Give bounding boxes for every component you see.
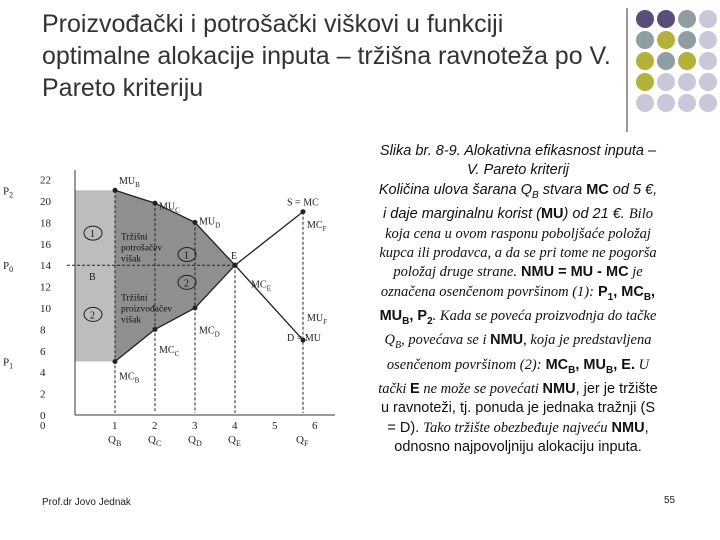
x-tick-label: 2	[152, 420, 158, 432]
point-label: $MC_E$	[251, 279, 271, 293]
point-label-sub: E	[266, 284, 271, 293]
region-label: Tržišni	[121, 293, 148, 304]
decorative-dot	[699, 52, 717, 70]
price-label: $P_0$	[3, 260, 14, 275]
supply-point	[233, 263, 238, 268]
region-label: proizvođačev	[121, 304, 173, 315]
caption-sub: 2	[427, 315, 433, 327]
y-tick-label: 10	[40, 303, 51, 315]
quantity-label: $Q_D$	[188, 434, 202, 448]
caption-sub: B	[402, 315, 410, 327]
demand-point	[113, 188, 118, 193]
decorative-dot	[678, 73, 696, 91]
demand-point	[153, 201, 158, 206]
caption-bold: , MU	[379, 283, 656, 325]
price-label-sub: 0	[9, 265, 14, 275]
decorative-dot	[657, 73, 675, 91]
caption-bold: , MU	[575, 356, 606, 373]
caption-sub: B	[395, 340, 402, 352]
decorative-dots	[634, 8, 720, 132]
point-label-sub: F	[322, 224, 327, 233]
caption-text: ne može se povećati	[419, 380, 543, 397]
caption-sub: B	[643, 291, 652, 303]
point-label-sub: C	[175, 206, 180, 215]
region-label: Tržišni	[121, 232, 148, 243]
caption-text: Tako tržište obezbeđuje najveću	[423, 419, 608, 436]
region-label: višak	[121, 254, 142, 265]
caption-text: U tački	[378, 356, 650, 397]
region-label: višak	[121, 315, 142, 326]
caption-bold: NMU	[607, 419, 645, 436]
caption-bold: NMU	[490, 332, 524, 349]
y-tick-label: 12	[40, 281, 51, 294]
caption-bold: MC	[541, 356, 569, 373]
point-label: $MU_B$	[119, 175, 140, 189]
y-tick-label: 16	[40, 238, 51, 251]
quantity-label: $Q_C$	[148, 434, 162, 448]
x-tick-label: 3	[192, 420, 198, 432]
decorative-dot	[699, 31, 717, 49]
price-label: $P_2$	[3, 185, 14, 200]
caption-bold: MU	[540, 206, 564, 223]
supply-point	[301, 209, 306, 214]
region-label: potrošačev	[121, 243, 163, 254]
point-label-sub: F	[323, 317, 328, 326]
x-tick-label: 5	[272, 420, 278, 432]
decorative-dot	[699, 73, 717, 91]
quantity-label: $Q_E$	[228, 434, 241, 448]
decorative-dot	[636, 52, 654, 70]
point-label: $MC_F$	[307, 219, 327, 233]
y-tick-label: 0	[40, 410, 46, 422]
quantity-label-sub: E	[235, 439, 241, 448]
circle-number: 2	[184, 278, 189, 290]
decorative-dot	[678, 94, 696, 112]
caption-bold: , P	[409, 308, 428, 325]
decorative-dot	[678, 10, 696, 28]
caption-text: ) od 21 €.	[563, 206, 629, 223]
caption-sub: 1	[607, 291, 614, 303]
quantity-label-sub: D	[195, 439, 202, 448]
caption-bold: P	[593, 283, 608, 300]
supply-point	[193, 306, 198, 311]
point-label-sub: B	[135, 180, 140, 189]
point-label: B	[89, 272, 96, 284]
figure-caption	[376, 142, 660, 458]
caption-text: , povećava se i	[401, 332, 491, 349]
decorative-dot	[678, 31, 696, 49]
decorative-dot	[699, 94, 717, 112]
quantity-label-sub: C	[155, 439, 162, 448]
quantity-label: $Q_B$	[108, 434, 122, 448]
caption-bold: , MC	[613, 283, 644, 300]
caption-text: , jer je tržište u ravnoteži, tj. ponuda je jednaka tražnji (S = D).	[380, 380, 658, 436]
title-divider	[626, 8, 628, 132]
caption-text: od 5 €, i daje marginalnu korist (	[383, 181, 658, 223]
supply-point	[153, 327, 158, 332]
decorative-dot	[657, 31, 675, 49]
chart	[0, 170, 380, 490]
caption-bold: MC	[586, 181, 609, 198]
page-number: 55	[664, 495, 676, 506]
caption-text: . Kada se poveća proizvodnja do tačke Q	[384, 308, 657, 349]
point-label-sub: D	[214, 330, 220, 339]
point-label: S = MC	[287, 197, 319, 209]
point-label-sub: D	[215, 221, 221, 230]
y-tick-label: 20	[40, 196, 51, 208]
circle-number: 1	[90, 229, 95, 241]
y-tick-label: 8	[40, 324, 46, 337]
caption-text: , koja je predstavljena osenčenom površinom (2):	[386, 332, 652, 373]
caption-bold: E	[410, 380, 420, 397]
decorative-dot	[678, 52, 696, 70]
price-label-sub: 2	[9, 190, 14, 200]
decorative-dot	[699, 10, 717, 28]
decorative-dot	[657, 52, 675, 70]
caption-text: , odnosno najpovoljniju alokaciju inputa.	[394, 419, 649, 456]
supply-point	[113, 359, 118, 364]
footer-author: Prof.dr Jovo Jednak	[42, 497, 131, 508]
point-label: E	[231, 250, 238, 262]
point-label: $MC_C$	[159, 344, 180, 358]
origin-label: 0	[40, 420, 46, 432]
quantity-label-sub: B	[115, 439, 122, 448]
y-tick-label: 6	[40, 345, 46, 358]
x-tick-label: 6	[312, 420, 318, 432]
decorative-dot	[636, 10, 654, 28]
caption-text: Bilo koja cena u ovom rasponu poboljšaće položaj kupca ili prodavca, a da se pri tome ne pogorša položaj druge strane.	[379, 206, 657, 281]
price-label: $P_1$	[3, 356, 14, 371]
demand-point	[193, 220, 198, 225]
chart-svg	[0, 170, 380, 490]
caption-bold: , E.	[613, 356, 635, 373]
point-label-sub: B	[134, 376, 140, 385]
decorative-dot	[636, 31, 654, 49]
x-tick-label: 4	[232, 420, 238, 432]
x-tick-label: 1	[112, 420, 118, 432]
slide-title: Proizvođački i potrošački viškovi u funkciji optimalne alokacije inputa – tržišna ravnoteža po V. Pareto kriteriju	[42, 10, 611, 102]
caption-bold: NMU	[542, 380, 576, 397]
y-tick-label: 2	[40, 388, 46, 401]
decorative-dot	[636, 73, 654, 91]
decorative-dot	[657, 10, 675, 28]
y-tick-label: 18	[40, 217, 51, 230]
caption-sub: B	[532, 189, 539, 201]
circle-number: 2	[90, 310, 95, 322]
y-tick-label: 22	[40, 174, 51, 187]
y-tick-label: 4	[40, 367, 46, 380]
caption-text: Količina ulova šarana Q	[378, 181, 532, 198]
caption-sub: B	[605, 364, 614, 376]
caption-sub: B	[568, 364, 576, 376]
point-label: D = MU	[287, 333, 321, 345]
point-label: $MU_F$	[307, 312, 328, 326]
caption-heading: Slika br. 8-9. Alokativna efikasnost inputa – V. Pareto kriterij	[379, 143, 657, 179]
caption-text: je označena osenčenom površinom (1):	[380, 264, 643, 300]
point-label: $MC_B$	[119, 371, 140, 385]
decorative-dot	[636, 94, 654, 112]
circle-number: 1	[184, 250, 189, 262]
caption-bold: NMU = MU - MC	[517, 264, 629, 281]
point-label: $MU_D$	[199, 216, 221, 230]
caption-text: stvara	[538, 181, 587, 198]
decorative-dot	[657, 94, 675, 112]
point-label-sub: C	[174, 349, 180, 358]
price-label-sub: 1	[9, 361, 14, 371]
quantity-label: $Q_F$	[296, 434, 309, 448]
point-label: $MU_C$	[159, 201, 180, 215]
quantity-label-sub: F	[303, 439, 309, 448]
point-label: $MC_D$	[199, 325, 220, 339]
y-tick-label: 14	[40, 260, 51, 273]
